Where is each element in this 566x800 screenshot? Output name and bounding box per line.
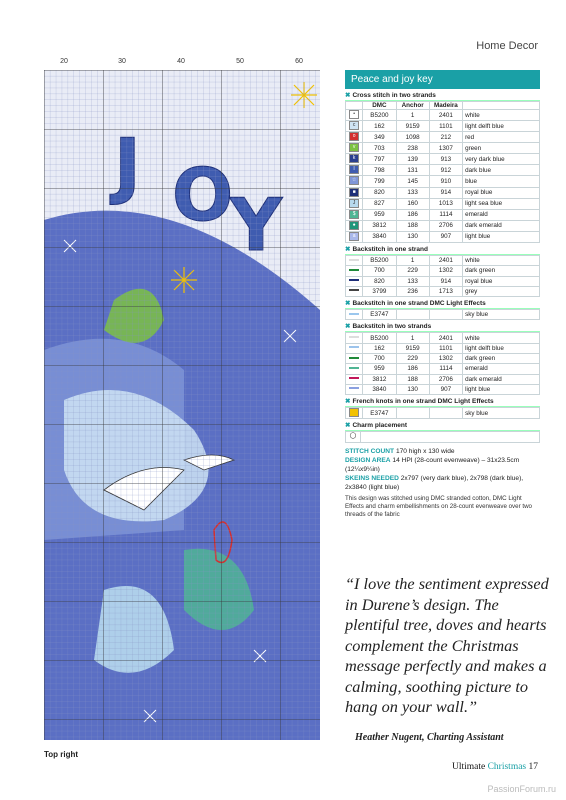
dmc-code: 799: [363, 176, 396, 187]
key-symbol: [346, 333, 363, 343]
key-symbol: [346, 255, 363, 265]
dmc-code: 3812: [363, 374, 396, 384]
colour-name: dark emerald: [463, 220, 540, 231]
anchor-code: 238: [396, 143, 429, 154]
key-symbol: [346, 364, 363, 374]
colour-name: white: [463, 255, 540, 265]
colour-name: light delft blue: [463, 343, 540, 353]
dmc-code: B5200: [363, 255, 396, 265]
key-row: [346, 121, 540, 132]
anchor-code: 131: [396, 165, 429, 176]
anchor-code: 133: [396, 276, 429, 286]
anchor-code: 229: [396, 354, 429, 364]
stitch-count: 170 high x 130 wide: [395, 447, 455, 455]
dmc-code: 820: [363, 276, 396, 286]
madeira-code: 1302: [429, 354, 462, 364]
anchor-code: 133: [396, 187, 429, 198]
madeira-code: 2706: [429, 220, 462, 231]
key-symbol: [346, 384, 363, 394]
key-symbol: [346, 276, 363, 286]
dmc-code: 700: [363, 354, 396, 364]
key-symbol: [346, 310, 363, 320]
stitching-note: This design was stitched using DMC stranded cotton, DMC Light Effects and charm embellishments on 28-count evenweave over two threads of the fabric: [345, 494, 532, 518]
key-section-title: ✖ Backstitch in one strand: [345, 243, 540, 255]
ruler-tick: 30: [118, 58, 126, 65]
madeira-code: 2401: [429, 255, 462, 265]
key-section-title: ✖ Cross stitch in two strands: [345, 89, 540, 101]
key-symbol: [346, 176, 363, 187]
backstitch-line-icon: [349, 367, 359, 369]
madeira-code: 212: [429, 132, 462, 143]
colour-name: white: [463, 333, 540, 343]
key-symbol: [346, 132, 363, 143]
dmc-code: 3799: [363, 286, 396, 296]
symbol-swatch-icon: $: [349, 210, 359, 219]
key-row: [346, 354, 540, 364]
page-number: 17: [528, 762, 538, 772]
key-section-title: ✖ Backstitch in one strand DMC Light Effects: [345, 297, 540, 309]
ruler-tick: 50: [236, 58, 244, 65]
ruler-tick: 60: [295, 58, 303, 65]
quote-author: Heather Nugent, Charting Assistant: [355, 732, 504, 743]
anchor-code: 9159: [396, 121, 429, 132]
cross-mark-icon: ✖: [345, 398, 351, 406]
key-section-title: ✖ Backstitch in two strands: [345, 320, 540, 332]
dmc-code: 3840: [363, 384, 396, 394]
backstitch-line-icon: [349, 269, 359, 271]
madeira-code: 1307: [429, 143, 462, 154]
dmc-code: 162: [363, 121, 396, 132]
symbol-swatch-icon: o: [349, 132, 359, 141]
backstitch-line-icon: [349, 313, 359, 315]
colour-name: light sea blue: [463, 198, 540, 209]
key-row: [346, 110, 540, 121]
anchor-code: 186: [396, 364, 429, 374]
key-symbol: [346, 220, 363, 231]
madeira-code: 914: [429, 187, 462, 198]
colour-name: white: [463, 110, 540, 121]
backstitch-line-icon: [349, 259, 359, 261]
key-row: [346, 408, 540, 419]
symbol-swatch-icon: v: [349, 143, 359, 152]
colour-name: red: [463, 132, 540, 143]
charm-table: [345, 431, 540, 442]
anchor-code: 229: [396, 266, 429, 276]
anchor-code: 145: [396, 176, 429, 187]
magazine-name: Christmas: [487, 762, 527, 772]
symbol-swatch-icon: J: [349, 199, 359, 208]
anchor-code: 1: [396, 110, 429, 121]
symbol-swatch-icon: ●: [349, 221, 359, 230]
key-symbol: [346, 374, 363, 384]
madeira-code: 1101: [429, 121, 462, 132]
ruler-tick: 20: [60, 58, 68, 65]
design-area: 14 HPI (28-count evenweave) – 31x23.5cm (12¼x9¼in): [345, 456, 520, 473]
key-row: [346, 187, 540, 198]
madeira-code: 2401: [429, 333, 462, 343]
colour-name: sky blue: [463, 408, 540, 419]
dmc-code: 797: [363, 154, 396, 165]
madeira-code: 907: [429, 384, 462, 394]
cross-stitch-table: [345, 101, 540, 243]
chart-ruler: [40, 58, 336, 70]
symbol-swatch-icon: ■: [349, 188, 359, 197]
colour-name: royal blue: [463, 276, 540, 286]
key-row: [346, 384, 540, 394]
key-symbol: [346, 143, 363, 154]
dmc-code: 703: [363, 143, 396, 154]
chart-graphic: [44, 70, 320, 740]
madeira-code: 2401: [429, 110, 462, 121]
anchor-code: 186: [396, 209, 429, 220]
backstitch-line-icon: [349, 357, 359, 359]
madeira-code: [429, 310, 462, 320]
colour-name: blue: [463, 176, 540, 187]
charm-icon: ◯: [349, 433, 357, 440]
key-symbol: [346, 198, 363, 209]
backstitch-light-effects-table: [345, 309, 540, 320]
colour-name: dark green: [463, 354, 540, 364]
colour-name: green: [463, 143, 540, 154]
madeira-code: 1114: [429, 364, 462, 374]
cross-mark-icon: ✖: [345, 300, 351, 308]
anchor-code: 130: [396, 231, 429, 242]
anchor-code: 1: [396, 333, 429, 343]
colour-name: sky blue: [463, 310, 540, 320]
key-row: [346, 343, 540, 353]
anchor-code: 130: [396, 384, 429, 394]
madeira-code: 2706: [429, 374, 462, 384]
dmc-code: E3747: [363, 408, 396, 419]
skeins-needed: 2x797 (very dark blue), 2x798 (dark blue), 2x3840 (light blue): [345, 474, 524, 491]
symbol-swatch-icon: [349, 408, 359, 417]
dmc-code: 700: [363, 266, 396, 276]
key-symbol: [346, 165, 363, 176]
french-knots-table: [345, 407, 540, 419]
colour-name: very dark blue: [463, 154, 540, 165]
key-symbol: [346, 408, 363, 419]
key-row: [346, 209, 540, 220]
backstitch-line-icon: [349, 346, 359, 348]
key-row: [346, 255, 540, 265]
colour-name: light blue: [463, 384, 540, 394]
key-symbol: [346, 154, 363, 165]
thread-key: [345, 70, 540, 519]
madeira-code: 1013: [429, 198, 462, 209]
cross-mark-icon: ✖: [345, 245, 351, 253]
backstitch-line-icon: [349, 289, 359, 291]
colour-name: emerald: [463, 364, 540, 374]
key-symbol: [346, 266, 363, 276]
backstitch-one-table: [345, 255, 540, 297]
key-row: [346, 132, 540, 143]
col-header: DMC: [363, 102, 396, 110]
backstitch-two-table: [345, 332, 540, 395]
colour-name: light blue: [463, 231, 540, 242]
anchor-code: 1: [396, 255, 429, 265]
symbol-swatch-icon: c: [349, 121, 359, 130]
cross-mark-icon: ✖: [345, 92, 351, 99]
madeira-code: [429, 408, 462, 419]
key-row: [346, 154, 540, 165]
madeira-code: 1114: [429, 209, 462, 220]
anchor-code: 160: [396, 198, 429, 209]
symbol-swatch-icon: l: [349, 165, 359, 174]
dmc-code: B5200: [363, 333, 396, 343]
madeira-code: 913: [429, 154, 462, 165]
ruler-tick: 40: [177, 58, 185, 65]
dmc-code: 349: [363, 132, 396, 143]
colour-name: light delft blue: [463, 121, 540, 132]
pull-quote: “I love the sentiment expressed in Durene’s design. The plentiful tree, doves and hearts complement the Christmas message perfectly and makes a calming, soothing picture to hang on your wall.”: [345, 574, 549, 716]
section-tag: Home Decor: [476, 40, 538, 52]
anchor-code: 139: [396, 154, 429, 165]
key-row: [346, 220, 540, 231]
key-symbol: [346, 354, 363, 364]
key-symbol: [346, 110, 363, 121]
anchor-code: 188: [396, 374, 429, 384]
colour-name: royal blue: [463, 187, 540, 198]
stitch-info: STITCH COUNT 170 high x 130 wide DESIGN AREA 14 HPI (28-count evenweave) – 31x23.5cm (12¼x9¼in) SKEINS NEEDED 2x797 (very dark blue), 2x798 (dark blue), 2x3840 (light blue): [345, 447, 524, 491]
colour-name: dark green: [463, 266, 540, 276]
backstitch-line-icon: [349, 387, 359, 389]
watermark: PassionForum.ru: [487, 784, 556, 794]
col-header: Madeira: [429, 102, 462, 110]
backstitch-line-icon: [349, 279, 359, 281]
dmc-code: 820: [363, 187, 396, 198]
key-row: [346, 333, 540, 343]
key-row: [346, 143, 540, 154]
symbol-swatch-icon: ☆: [349, 176, 359, 185]
colour-name: emerald: [463, 209, 540, 220]
symbol-swatch-icon: k: [349, 154, 359, 163]
symbol-swatch-icon: •: [349, 110, 359, 119]
key-symbol: [346, 209, 363, 220]
key-symbol: [346, 121, 363, 132]
col-header: Anchor: [396, 102, 429, 110]
key-row: [346, 276, 540, 286]
key-row: [346, 176, 540, 187]
dmc-code: 959: [363, 364, 396, 374]
madeira-code: 1713: [429, 286, 462, 296]
key-row: [346, 364, 540, 374]
dmc-code: 3812: [363, 220, 396, 231]
dmc-code: 3840: [363, 231, 396, 242]
madeira-code: 910: [429, 176, 462, 187]
anchor-code: 9159: [396, 343, 429, 353]
key-section-title: ✖ Charm placement: [345, 419, 540, 431]
key-row: [346, 231, 540, 242]
key-row: [346, 310, 540, 320]
symbol-swatch-icon: a: [349, 232, 359, 241]
page-footer: Ultimate Christmas 17: [451, 762, 538, 772]
key-symbol: [346, 343, 363, 353]
key-title: Peace and joy key: [345, 70, 540, 89]
key-symbol: [346, 231, 363, 242]
cross-mark-icon: ✖: [345, 323, 351, 331]
dmc-code: 827: [363, 198, 396, 209]
colour-name: grey: [463, 286, 540, 296]
backstitch-line-icon: [349, 336, 359, 338]
dmc-code: 959: [363, 209, 396, 220]
madeira-code: 912: [429, 165, 462, 176]
anchor-code: [396, 408, 429, 419]
key-section-title: ✖ French knots in one strand DMC Light Effects: [345, 395, 540, 407]
anchor-code: 1098: [396, 132, 429, 143]
key-row: [346, 286, 540, 296]
key-row: [346, 374, 540, 384]
cross-stitch-chart: [44, 70, 320, 740]
chart-corner-label: Top right: [44, 750, 79, 759]
dmc-code: E3747: [363, 310, 396, 320]
madeira-code: 907: [429, 231, 462, 242]
cross-mark-icon: ✖: [345, 422, 351, 430]
dmc-code: 162: [363, 343, 396, 353]
key-symbol: [346, 187, 363, 198]
madeira-code: 914: [429, 276, 462, 286]
madeira-code: 1302: [429, 266, 462, 276]
colour-name: dark emerald: [463, 374, 540, 384]
backstitch-line-icon: [349, 377, 359, 379]
colour-name: dark blue: [463, 165, 540, 176]
madeira-code: 1101: [429, 343, 462, 353]
anchor-code: 236: [396, 286, 429, 296]
anchor-code: [396, 310, 429, 320]
key-row: [346, 198, 540, 209]
dmc-code: B5200: [363, 110, 396, 121]
anchor-code: 188: [396, 220, 429, 231]
key-row: [346, 266, 540, 276]
key-row: [346, 165, 540, 176]
key-symbol: [346, 286, 363, 296]
dmc-code: 798: [363, 165, 396, 176]
